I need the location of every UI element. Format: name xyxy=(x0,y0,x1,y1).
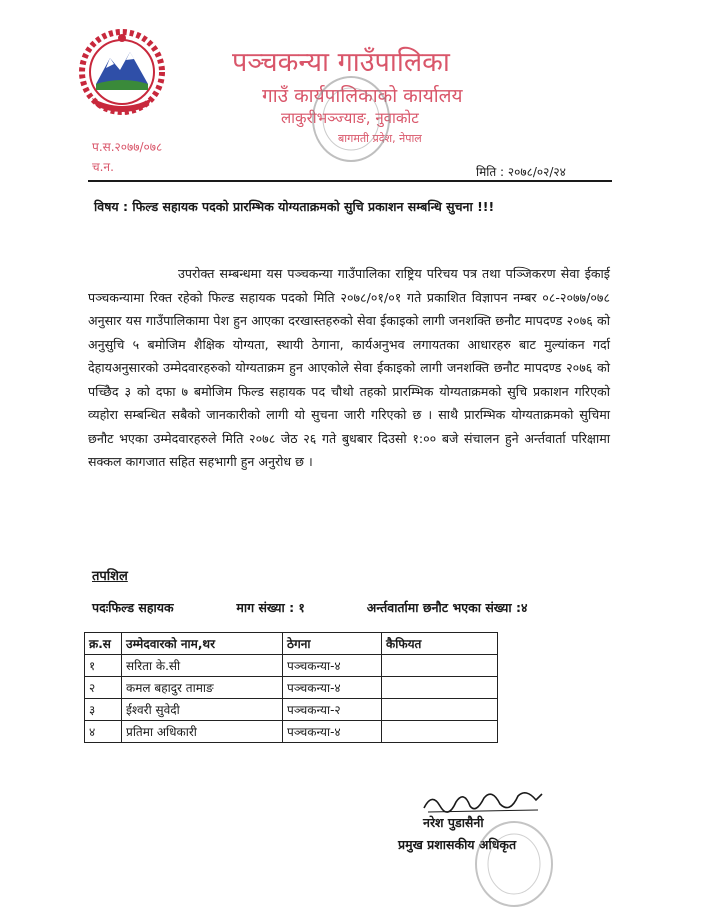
office-address: लाकुरीभञ्ज्याङ, नुवाकोट xyxy=(281,109,419,127)
cell-remarks xyxy=(382,677,498,699)
col-remarks-header: कैफियत xyxy=(382,633,498,655)
cell-serial: १ xyxy=(85,655,122,677)
cell-address: पञ्चकन्या-४ xyxy=(283,721,382,743)
cell-remarks xyxy=(382,721,498,743)
cell-name: प्रतिमा अधिकारी xyxy=(122,721,283,743)
office-province: बागमती प्रदेश, नेपाल xyxy=(338,132,422,145)
chalan-number: च.न. xyxy=(92,160,114,174)
table-row xyxy=(85,655,498,677)
cell-address: पञ्चकन्या-४ xyxy=(283,655,382,677)
post-label: पदःफिल्ड सहायक xyxy=(92,600,174,615)
cell-address: पञ्चकन्या-२ xyxy=(283,699,382,721)
cell-name: ईश्वरी सुवेदी xyxy=(122,699,283,721)
table-row xyxy=(85,721,498,743)
body-paragraph: उपरोक्त सम्बन्धमा यस पञ्चकन्या गाउँपालिका राष्ट्रिय परिचय पत्र तथा पञ्जिकरण सेवा ईकाई पञ्चकन्यामा रिक्त रहेको फिल्ड सहायक पदको मिति २०७८/०१/०१ गते प्रकाशित विज्ञापन नम्बर ०८-२०७७/०७८ अनुसार यस गाउँपालिकामा पेश हुन आएका दरखास्तहरुको सेवा ईकाइको लागी जनशक्ति छनौट मापदण्ड २०७६ को अनुसुचि ५ बमोजिम शैक्षिक योग्यता, स्थायी ठेगाना, कार्यअनुभव लगायतका आधारहरु बाट मुल्यांकन गर्दा देहायअनुसारको उम्मेदवारहरुको योग्यताक्रम हुन आएकोले सेवा ईकाइको लागी जनशक्ति छनौट मापदण्ड २०७६ को पच्छिेद ३ को दफा ७ बमोजिम फिल्ड सहायक पद चौथो तहको प्रारम्भिक योग्यताक्रमको सुचि प्रकाशन गरिएको व्यहोरा सम्बन्धित सबैको जानकारीको लागी यो सुचना जारी गरिएको छ । साथै प्रारम्भिक योग्यताक्रमको सुचिमा छनौट भएका उम्मेदवारहरुले मिति २०७८ जेठ २६ गते बुधबार दिउसो १:०० बजे संचालन हुने अर्न्तवार्ता परिक्षामा सक्कल कागजात सहित सहभागी हुन अनुरोध छ । xyxy=(88,266,610,469)
reference-number: प.स.२०७७/०७८ xyxy=(92,140,163,154)
post-info-line xyxy=(92,599,527,616)
cell-name: कमल बहादुर तामाङ xyxy=(122,677,283,699)
signature-stamp-icon xyxy=(472,818,556,910)
office-stamp-icon xyxy=(308,72,394,166)
table-row xyxy=(85,699,498,721)
cell-serial: ३ xyxy=(85,699,122,721)
cell-name: सरिता के.सी xyxy=(122,655,283,677)
table-row xyxy=(85,677,498,699)
cell-serial: ४ xyxy=(85,721,122,743)
candidate-table xyxy=(84,632,498,743)
col-address-header: ठेगना xyxy=(283,633,382,655)
signatory-name: नरेश पुडासैनी xyxy=(423,815,484,830)
letter-date: मिति : २०७८/०२/२४ xyxy=(476,165,566,179)
cell-remarks xyxy=(382,655,498,677)
cell-serial: २ xyxy=(85,677,122,699)
selected-count: अर्न्तवार्तामा छनौट भएका संख्या :४ xyxy=(366,600,528,615)
subject-line: विषय : फिल्ड सहायक पदको प्रारम्भिक योग्यताक्रमको सुचि प्रकाशन सम्बन्धि सुचना !!! xyxy=(94,199,495,214)
cell-remarks xyxy=(382,699,498,721)
col-serial-header: क्र.स xyxy=(85,633,122,655)
demand-count: माग संख्या : १ xyxy=(236,600,305,615)
office-name: पञ्चकन्या गाउँपालिका xyxy=(232,47,450,78)
office-subtitle: गाउँ कार्यपालिकाको कार्यालय xyxy=(262,85,463,107)
header-divider xyxy=(88,180,612,182)
table-header-row xyxy=(85,633,498,655)
col-name-header: उम्मेदवारको नाम,थर xyxy=(122,633,283,655)
details-heading: तपशिल xyxy=(92,569,128,584)
nepal-emblem-icon xyxy=(78,28,166,120)
cell-address: पञ्चकन्या-४ xyxy=(283,677,382,699)
signatory-title: प्रमुख प्रशासकीय अधिकृत xyxy=(398,837,517,852)
